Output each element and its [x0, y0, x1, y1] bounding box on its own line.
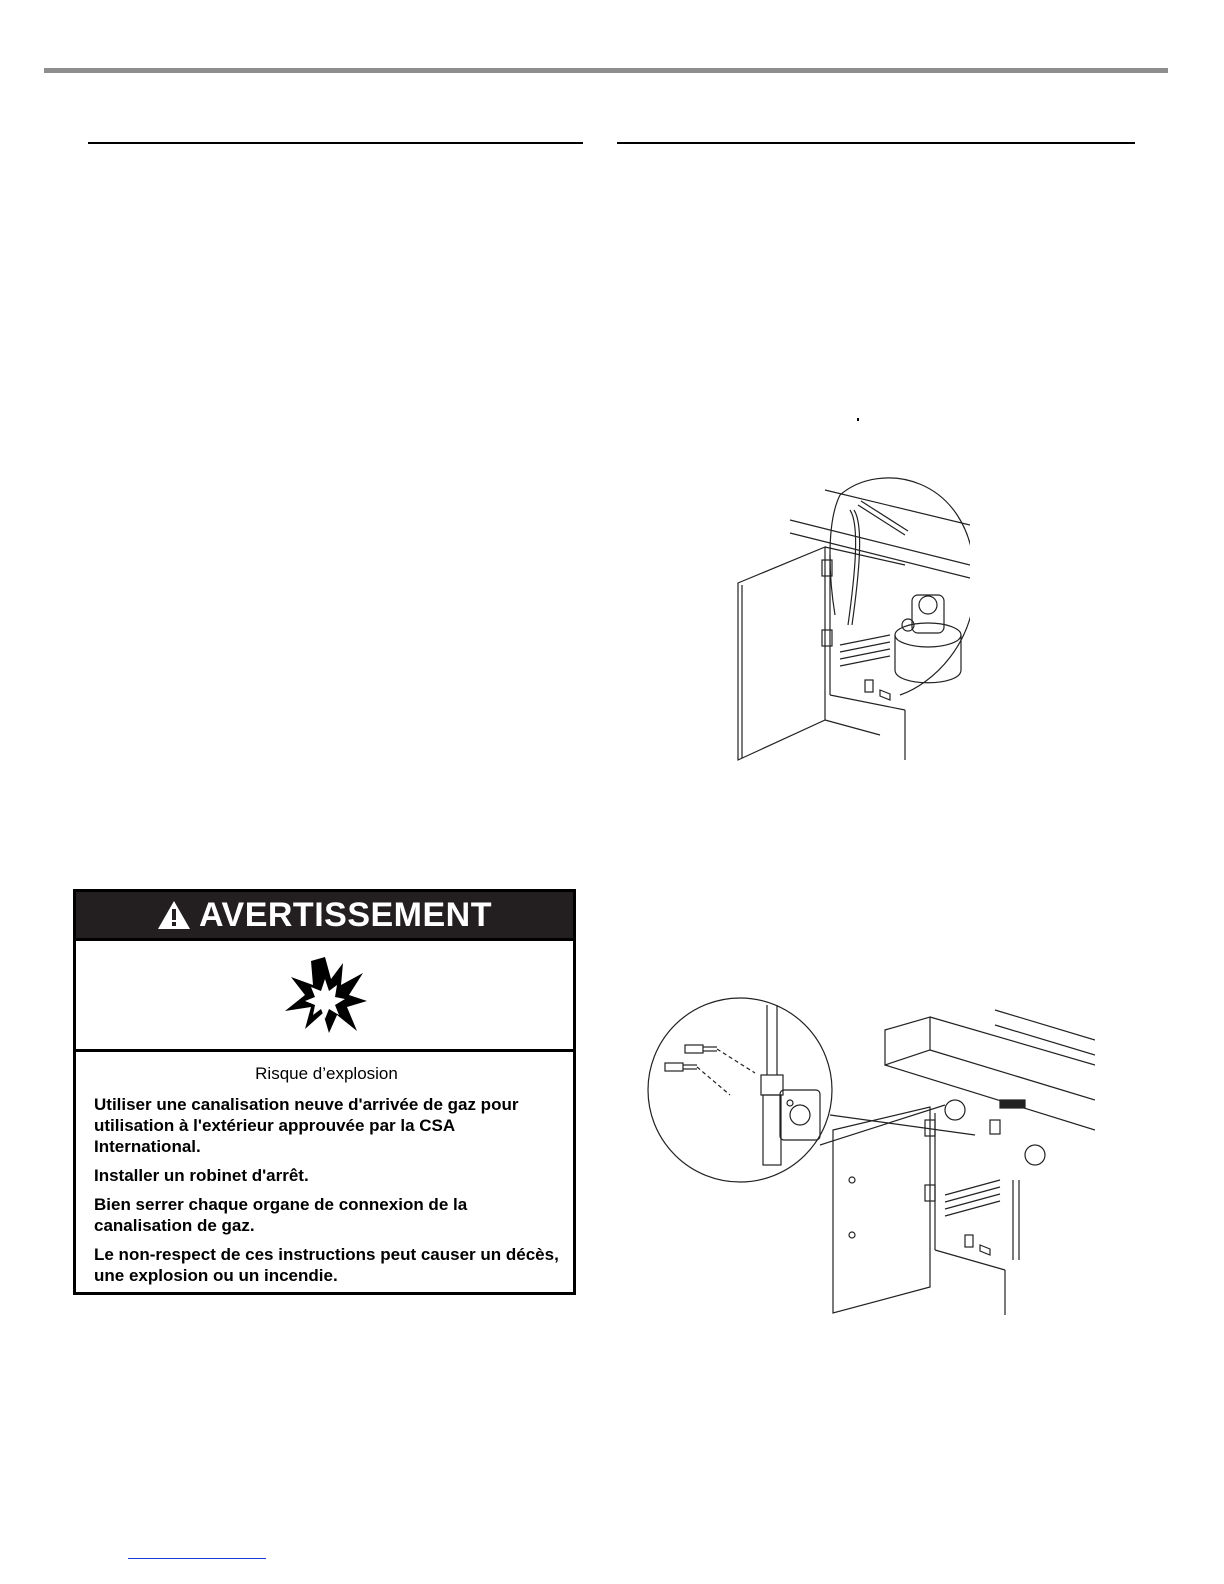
warning-box	[73, 889, 576, 1295]
right-column-rule	[617, 142, 1135, 144]
propane-tank-connection-illustration	[730, 465, 970, 765]
warning-image-panel	[76, 938, 573, 1052]
warning-line: Installer un robinet d'arrêt.	[94, 1166, 309, 1185]
gas-line-connection-illustration	[645, 995, 1095, 1325]
warning-line: Utiliser une canalisation neuve d'arrivée de gaz pour utilisation à l'extérieur approuvée par la CSA International.	[94, 1095, 519, 1156]
warning-triangle-icon	[157, 900, 191, 930]
warning-title: AVERTISSEMENT	[198, 895, 492, 934]
top-divider	[44, 68, 1168, 73]
warning-header	[76, 892, 573, 938]
warning-subtitle: Risque d’explosion	[255, 1064, 398, 1083]
stray-mark	[857, 418, 859, 421]
explosion-icon	[283, 955, 367, 1035]
left-column-rule	[88, 142, 583, 144]
footer-link-underline[interactable]	[128, 1558, 266, 1559]
warning-body	[76, 1052, 573, 1286]
warning-line: Bien serrer chaque organe de connexion de la canalisation de gaz.	[94, 1195, 468, 1235]
warning-line: Le non-respect de ces instructions peut causer un décès, une explosion ou un incendie.	[94, 1245, 559, 1285]
